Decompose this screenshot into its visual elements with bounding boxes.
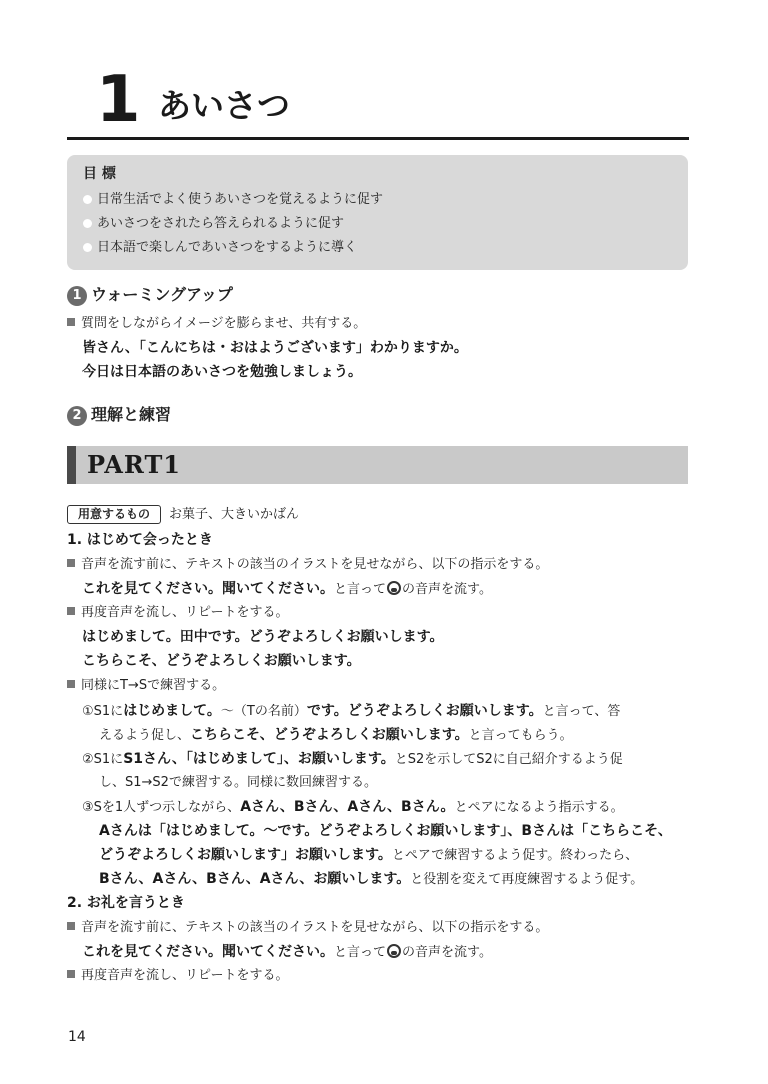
instruction-line: これを見てください。聞いてください。と言って の音声を流す。 [82, 944, 492, 960]
chapter-number: 1 [96, 63, 141, 137]
part-label: PART1 [87, 450, 182, 479]
chapter-header [86, 63, 690, 138]
square-bullet-icon [67, 970, 75, 978]
section-heading-warmup: 1 ウォーミングアップ [67, 284, 233, 306]
square-bullet-icon [67, 680, 75, 688]
dialogue-line: はじめまして。田中です。どうぞよろしくお願いします。 [82, 629, 444, 645]
step-line: Bさん、Aさん、Bさん、Aさん、お願いします。と役割を変えて再度練習するよう促す。 [99, 871, 644, 887]
goal-item: 日常生活でよく使うあいさつを覚えるように促す [83, 191, 383, 209]
square-bullet-icon [67, 922, 75, 930]
goal-item: 日本語で楽しんであいさつをするように導く [83, 239, 357, 257]
goals-title: 目 標 [83, 166, 116, 182]
page-number: 14 [68, 1029, 86, 1045]
instruction-line: 再度音声を流し、リピートをする。 [67, 966, 288, 986]
instruction-line: 同様にT→Sで練習する。 [67, 676, 225, 696]
section-heading-practice: 2 理解と練習 [67, 404, 171, 426]
instruction-line: 音声を流す前に、テキストの該当のイラストを見せながら、以下の指示をする。 [67, 555, 548, 575]
step-line: ②S1にS1さん、「はじめまして」、お願いします。とS2を示してS2に自己紹介するよう促 [82, 751, 623, 767]
instruction-line: これを見てください。聞いてください。と言って の音声を流す。 [82, 581, 492, 597]
instruction-line: 再度音声を流し、リピートをする。 [67, 603, 288, 623]
goal-item: あいさつをされたら答えられるように促す [83, 215, 344, 233]
part-banner [67, 446, 688, 484]
step-line: えるよう促し、こちらこそ、どうぞよろしくお願いします。と言ってもらう。 [99, 727, 573, 743]
chapter-title: あいさつ [158, 86, 290, 125]
headphones-icon [387, 944, 401, 958]
subsection-title: 2. お礼を言うとき [67, 895, 185, 911]
teacher-question: 皆さん、「こんにちは・おはようございます」わかりますか。 [82, 340, 468, 356]
headphones-icon [387, 581, 401, 595]
materials-row [67, 505, 299, 525]
square-bullet-icon [67, 607, 75, 615]
section-number-icon: 2 [67, 406, 87, 426]
section-number-icon: 1 [67, 286, 87, 306]
goals-box [67, 155, 688, 270]
instruction-line: 音声を流す前に、テキストの該当のイラストを見せながら、以下の指示をする。 [67, 918, 548, 938]
teacher-question: 今日は日本語のあいさつを勉強しましょう。 [82, 364, 362, 380]
materials-tag: 用意するもの [67, 505, 161, 524]
step-line: Aさんは「はじめまして。～です。どうぞよろしくお願いします」、Bさんは「こちらこそ、 [99, 823, 672, 839]
step-line: ①S1にはじめまして。～（Tの名前）です。どうぞよろしくお願いします。と言って、答 [82, 703, 621, 719]
bullet-dot-icon [83, 243, 92, 252]
bullet-dot-icon [83, 219, 92, 228]
square-bullet-icon [67, 318, 75, 326]
subsection-title: 1. はじめて会ったとき [67, 532, 213, 548]
instruction-line: 質問をしながらイメージを膨らませ、共有する。 [67, 314, 366, 334]
step-line: ③Sを1人ずつ示しながら、Aさん、Bさん、Aさん、Bさん。とペアになるよう指示する。 [82, 799, 624, 815]
materials-list: お菓子、大きいかばん [169, 507, 300, 522]
chapter-divider [67, 137, 689, 140]
dialogue-line: こちらこそ、どうぞよろしくお願いします。 [82, 653, 361, 669]
square-bullet-icon [67, 559, 75, 567]
step-line: し、S1→S2で練習する。同様に数回練習する。 [99, 775, 377, 790]
step-line: どうぞよろしくお願いします」お願いします。とペアで練習するよう促す。終わったら、 [99, 847, 639, 863]
part-accent-bar [67, 446, 76, 484]
bullet-dot-icon [83, 195, 92, 204]
